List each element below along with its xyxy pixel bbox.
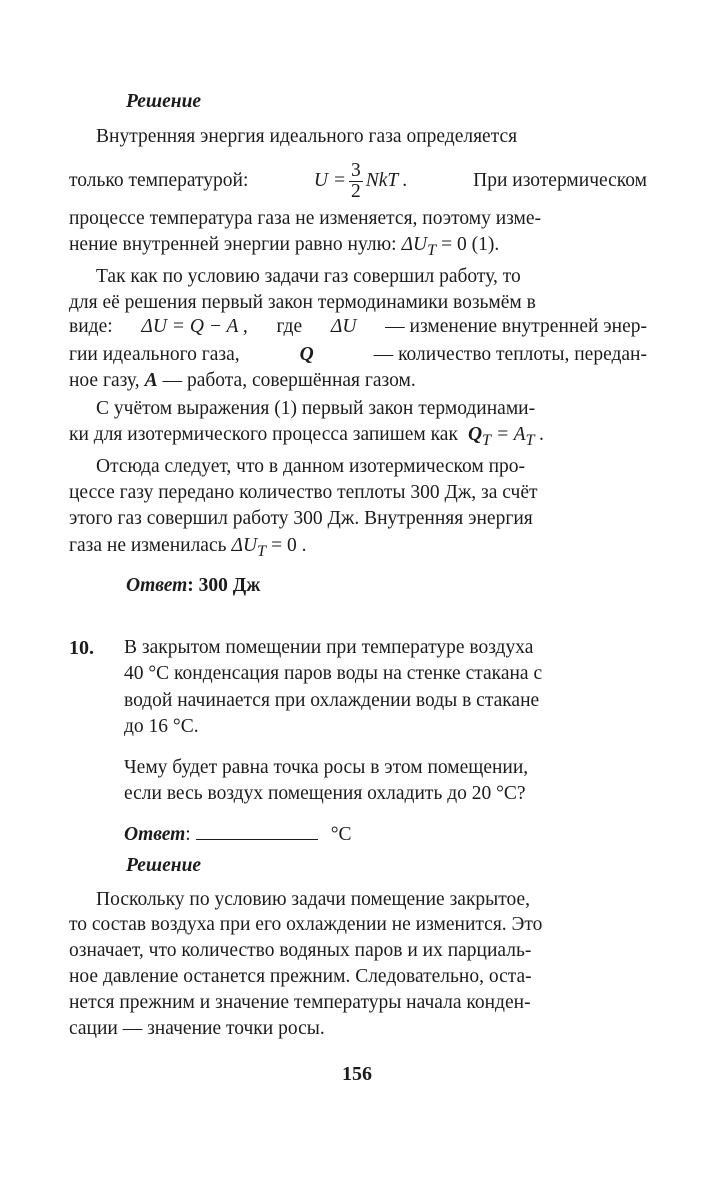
answer-line: Ответ: 300 Дж	[126, 575, 261, 596]
text-line: до 16 °С.	[124, 716, 199, 737]
question-line: если весь воздух помещения охладить до 20 °С?	[124, 783, 526, 804]
fraction: $\frac{3}{2}$	[350, 160, 361, 202]
question-line: Чему будет равна точка росы в этом помещении,	[124, 757, 529, 778]
text-line: Так как по условию задачи газ совершил работу, то	[96, 266, 521, 287]
text-line: ное газу, A — работа, совершённая газом.	[69, 370, 416, 391]
text-line: сации — значение точки росы.	[69, 1018, 325, 1039]
text-line: С учётом выражения (1) первый закон термодинами-	[96, 398, 536, 419]
solution-heading: Решение	[126, 91, 202, 112]
text-line: гии идеального газа, Q — количество теплоты, передан-	[69, 344, 647, 365]
solution-heading: Решение	[126, 855, 202, 876]
text-line: 40 °С конденсация паров воды на стенке стакана с	[124, 663, 543, 684]
text-line: процессе температура газа не изменяется, поэтому изме-	[69, 208, 542, 229]
text-line: нение внутренней энергии равно нулю: $\Delta U_T$ = 0 (1).	[69, 234, 500, 259]
internal-energy-formula: U = $\frac{3}{2}$ NkT .	[313, 160, 408, 202]
text-line: В закрытом помещении при температуре воздуха	[124, 637, 534, 658]
text-line: водой начинается при охлаждении воды в стакане	[124, 690, 540, 711]
text-line: для её решения первый закон термодинамики возьмём в	[69, 292, 536, 313]
formula-line: только температурой: U = $\frac{3}{2}$ NkT . При изотермическом	[69, 160, 647, 202]
text-line: Внутренняя энергия идеального газа определяется	[96, 126, 518, 147]
text-line: Поскольку по условию задачи помещение закрытое,	[96, 889, 531, 910]
text-line: Отсюда следует, что в данном изотермическом про-	[96, 456, 526, 477]
text-line: газа не изменилась $\Delta U_T$ = 0 .	[69, 535, 307, 560]
text-line: нется прежним и значение температуры начала конден-	[69, 992, 531, 1013]
text-line: ки для изотермического процесса запишем как $Q_T = A_T$ .	[69, 424, 545, 449]
answer-blank-line: Ответ : °С	[124, 819, 647, 848]
page-number: 156	[342, 1063, 372, 1085]
text-line: виде: ΔU = Q − A , где ΔU — изменение внутренней энер-	[69, 316, 647, 337]
answer-input-blank[interactable]	[196, 819, 318, 840]
text-line: означает, что количество водяных паров и их парциаль-	[69, 940, 532, 961]
problem-number: 10.	[69, 637, 94, 659]
text-line: этого газ совершил работу 300 Дж. Внутренняя энергия	[69, 508, 533, 529]
text-line: ное давление останется прежним. Следовательно, оста-	[69, 966, 532, 987]
text-line: цессе газу передано количество теплоты 300 Дж, за счёт	[69, 482, 538, 503]
text-line: то состав воздуха при его охлаждении не изменится. Это	[69, 914, 543, 935]
